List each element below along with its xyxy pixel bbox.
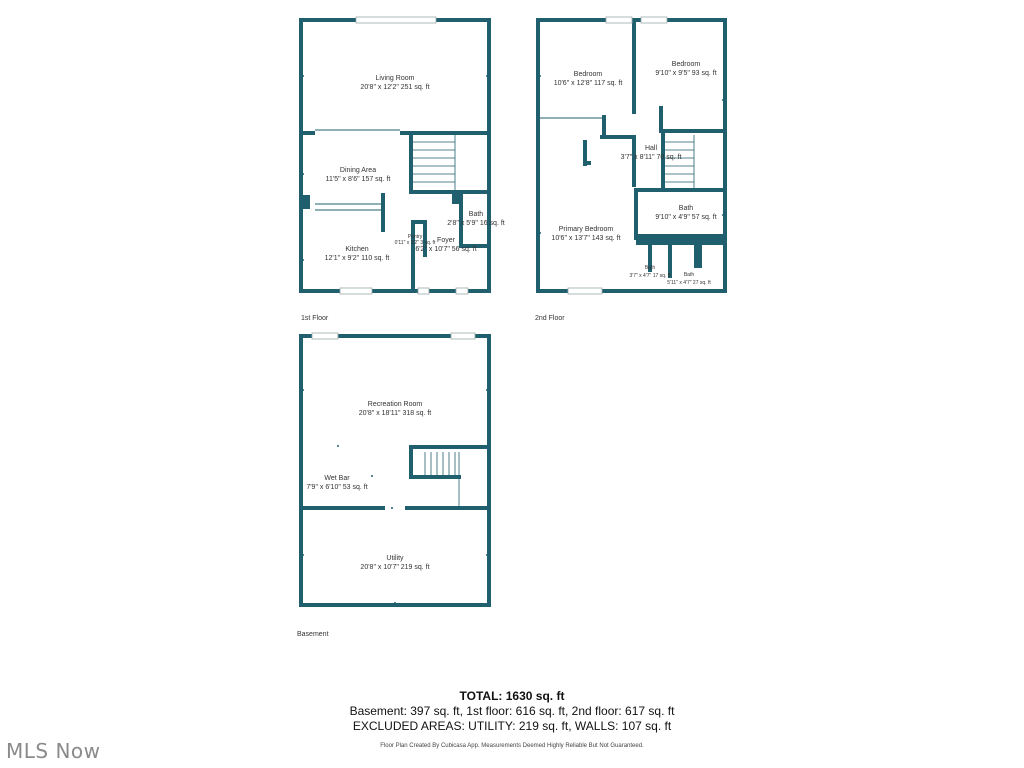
room-label-utility bbox=[360, 554, 429, 572]
room-dims: 0'11" x 3'2" 3 sq. ft bbox=[394, 240, 436, 246]
room-label-bath-1st bbox=[447, 210, 504, 228]
opening-living-dining bbox=[315, 130, 400, 136]
room-dims: 7'9" x 6'10" 53 sq. ft bbox=[306, 484, 368, 491]
window-kitchen bbox=[340, 288, 372, 294]
room-name: Recreation Room bbox=[367, 401, 423, 408]
room-label-bath-2nd bbox=[655, 204, 716, 222]
room-name: Bath bbox=[683, 272, 695, 278]
room-dims: 11'5" x 8'6" 157 sq. ft bbox=[325, 176, 391, 183]
room-label-hall bbox=[621, 144, 682, 162]
room-label-bath-small-a bbox=[629, 264, 670, 280]
excluded-areas: EXCLUDED AREAS: UTILITY: 219 sq. ft, WALLS: 107 sq. ft bbox=[352, 719, 672, 733]
room-dims: 9'10" x 9'5" 93 sq. ft bbox=[655, 70, 717, 77]
room-name: Bedroom bbox=[573, 71, 603, 78]
stairs-1st-floor bbox=[413, 135, 455, 190]
room-label-bedroom-b bbox=[655, 60, 716, 78]
total-area: TOTAL: 1630 sq. ft bbox=[459, 689, 565, 703]
room-name: Hall bbox=[644, 145, 658, 152]
bath-wall-block bbox=[452, 194, 461, 204]
room-name: Bath bbox=[678, 205, 694, 212]
window-rec-a bbox=[312, 333, 338, 339]
room-dims: 2'8" x 5'9" 16 sq. ft bbox=[447, 220, 505, 227]
room-dims: 12'1" x 9'2" 110 sq. ft bbox=[324, 255, 390, 262]
room-name: Living Room bbox=[375, 75, 415, 82]
room-label-recreation-room bbox=[359, 400, 432, 418]
room-name: Wet Bar bbox=[324, 475, 350, 482]
window-rec-b bbox=[451, 333, 475, 339]
room-dims: 20'8" x 18'11" 318 sq. ft bbox=[358, 410, 432, 417]
closet-cap bbox=[583, 161, 591, 165]
room-name: Bedroom bbox=[671, 61, 701, 68]
room-label-kitchen bbox=[325, 245, 390, 263]
opening-bedroom-a bbox=[540, 134, 600, 140]
room-dims: 3'7" x 8'11" 70 sq. ft bbox=[620, 154, 682, 161]
window-foyer-a bbox=[418, 288, 429, 294]
room-dims: 20'8" x 12'2" 251 sq. ft bbox=[360, 84, 430, 91]
bath-wall-band bbox=[636, 234, 725, 245]
room-name: Foyer bbox=[437, 237, 455, 244]
room-dims: 10'6" x 13'7" 143 sq. ft bbox=[551, 235, 621, 242]
room-name: Pantry bbox=[407, 234, 423, 240]
room-label-dining-area bbox=[326, 166, 391, 184]
window-bedroom-a bbox=[606, 17, 632, 23]
room-label-wet-bar bbox=[306, 474, 367, 492]
room-dims: 5'11" x 4'7" 27 sq. ft bbox=[667, 280, 711, 286]
floor-label-basement: Basement bbox=[297, 631, 329, 638]
window-primary bbox=[568, 288, 602, 294]
bath-column bbox=[694, 244, 702, 268]
room-dims: 20'8" x 10'7" 219 sq. ft bbox=[360, 564, 430, 571]
floor-label-first: 1st Floor bbox=[301, 315, 329, 322]
floor-label-second: 2nd Floor bbox=[535, 315, 565, 322]
room-name: Utility bbox=[386, 555, 404, 562]
room-label-primary-bedroom bbox=[551, 225, 620, 243]
room-name: Bath bbox=[644, 265, 656, 271]
room-label-bedroom-a bbox=[554, 70, 623, 88]
kitchen-wall-block bbox=[300, 195, 310, 209]
room-dims: 6'2" x 10'7" 56 sq. ft bbox=[415, 246, 477, 253]
room-name: Kitchen bbox=[345, 246, 369, 253]
room-name: Dining Area bbox=[339, 167, 377, 174]
room-name: Primary Bedroom bbox=[558, 226, 614, 233]
room-label-pantry bbox=[395, 234, 436, 246]
mls-watermark-logo: MLS Now bbox=[6, 739, 101, 763]
room-dims: 10'6" x 12'8" 117 sq. ft bbox=[553, 80, 623, 87]
room-label-living-room bbox=[360, 74, 429, 92]
room-label-bath-small-b bbox=[667, 271, 710, 287]
stairs-basement bbox=[425, 452, 459, 507]
window-living-room bbox=[356, 17, 436, 23]
disclaimer: Floor Plan Created By Cubicasa App. Measurements Deemed Highly Reliable But Not Guaranteed. bbox=[380, 743, 644, 749]
room-dims: 3'7" x 4'7" 17 sq. ft bbox=[629, 273, 671, 279]
window-bedroom-b bbox=[641, 17, 667, 23]
room-dims: 9'10" x 4'9" 57 sq. ft bbox=[655, 214, 717, 221]
area-breakdown: Basement: 397 sq. ft, 1st floor: 616 sq. ft, 2nd floor: 617 sq. ft bbox=[349, 704, 675, 718]
room-name: Bath bbox=[468, 211, 484, 218]
window-foyer-b bbox=[456, 288, 468, 294]
